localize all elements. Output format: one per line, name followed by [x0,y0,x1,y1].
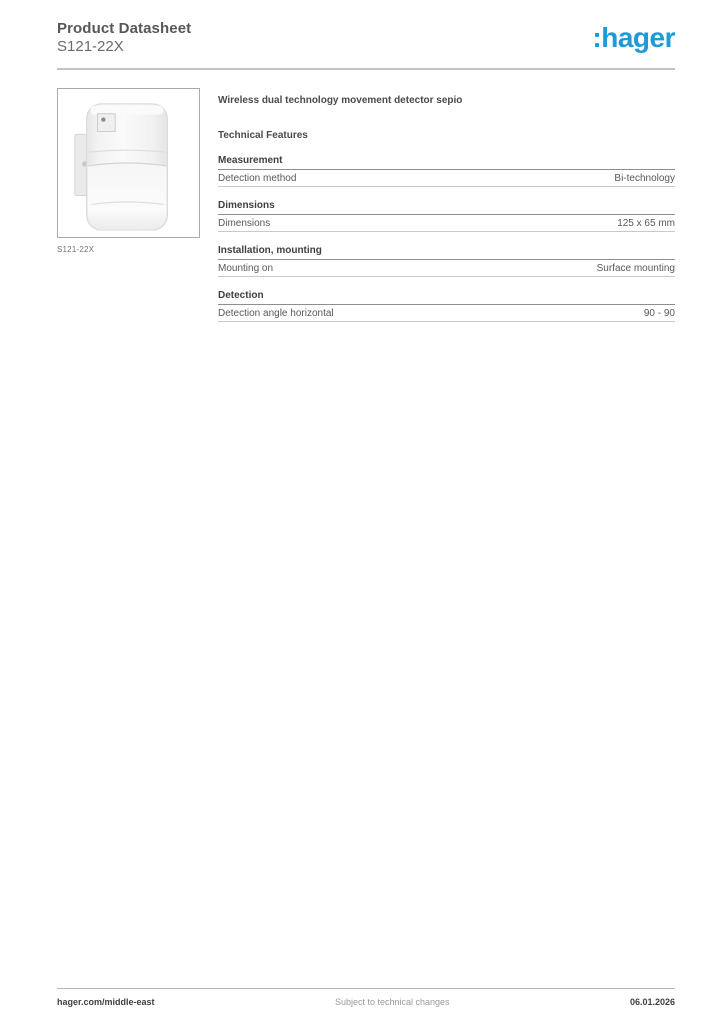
footer-disclaimer: Subject to technical changes [334,997,450,1007]
spec-label: Detection method [218,173,297,184]
footer-website: hager.com/middle-east [57,997,155,1007]
footer [57,988,675,1007]
spec-section-title: Detection [218,290,675,305]
spec-section [218,245,675,277]
spec-value: 125 x 65 mm [617,218,675,229]
spec-section [218,290,675,322]
spec-label: Detection angle horizontal [218,308,334,319]
hager-logo: :hager [592,22,675,53]
spec-label: Dimensions [218,218,271,229]
spec-rows [218,305,675,322]
specs-column [218,88,675,335]
spec-section-title: Dimensions [218,200,675,215]
product-column [57,88,200,335]
product-reference-label: S121-22X [57,245,95,254]
spec-rows [218,170,675,187]
header-titles [57,20,191,56]
spec-section [218,155,675,187]
product-image [57,88,200,238]
movement-detector-photo [58,89,199,237]
page-title: Product Datasheet [57,20,192,37]
spec-label: Mounting on [218,263,274,274]
spec-rows [218,215,675,232]
spec-value: 90 - 90 [643,308,675,319]
spec-section-title: Installation, mounting [218,245,675,260]
spec-row [218,170,675,187]
main-content [57,88,675,335]
footer-date: 06.01.2026 [629,997,675,1007]
spec-rows [218,260,675,277]
header [57,20,675,56]
spec-row [218,260,675,277]
page-subtitle: S121-22X [57,38,124,55]
technical-features-title: Technical Features [218,130,308,141]
spec-sections [218,155,675,322]
spec-value: Surface mounting [596,263,675,274]
header-divider [57,68,675,70]
spec-value: Bi-technology [614,173,675,184]
spec-section-title: Measurement [218,155,675,170]
spec-section [218,200,675,232]
spec-row [218,215,675,232]
product-description: Wireless dual technology movement detector sepio [218,95,463,106]
spec-row [218,305,675,322]
